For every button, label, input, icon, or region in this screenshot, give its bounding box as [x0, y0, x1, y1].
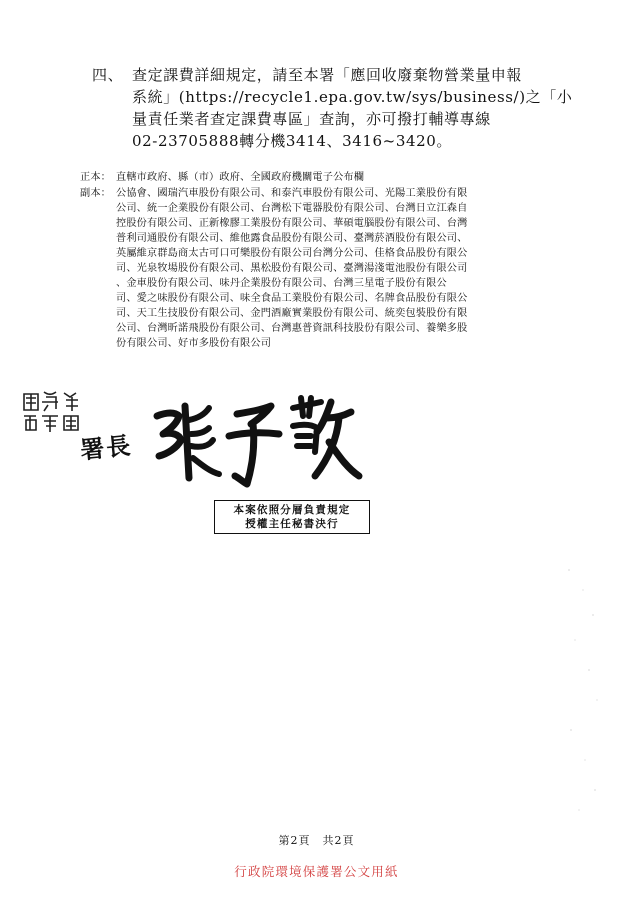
item-4-body: [132, 64, 572, 152]
copy-line: 份有限公司、好市多股份有限公司: [116, 338, 272, 349]
authorization-line-1: 本案依照分層負責規定: [233, 504, 351, 516]
page-number: 第2頁 共2頁: [278, 834, 355, 847]
copy-line: 司、天工生技股份有限公司、金門酒廠實業股份有限公司、統奕包裝股份有限: [116, 308, 468, 319]
copy-line: 司、愛之味股份有限公司、味全食品工業股份有限公司、名牌食品股份有限公: [116, 293, 468, 304]
copy-recipients: [80, 186, 570, 351]
authorization-line-2: 授權主任秘書決行: [245, 518, 339, 530]
item-4-line: 系統」(https://recycle1.epa.gov.tw/sys/business/)之「小: [132, 88, 573, 106]
signature-title: 署長: [78, 430, 134, 465]
copy-line: 、金車股份有限公司、味丹企業股份有限公司、台灣三星電子股份有限公: [116, 278, 447, 289]
copy-line: 普利司通股份有限公司、維他露食品股份有限公司、臺灣菸酒股份有限公司、: [116, 233, 468, 244]
seal-stamp-icon: [20, 388, 84, 434]
copy-line: 司、光泉牧場股份有限公司、黑松股份有限公司、臺灣湯淺電池股份有限公司: [116, 263, 468, 274]
original-label: 正本：: [80, 172, 112, 183]
distribution-list: [80, 170, 570, 351]
original-line: 直轄市政府、縣（市）政府、全國政府機關電子公布欄: [116, 172, 365, 183]
original-recipients: [80, 170, 570, 185]
item-4-line: 查定課費詳細規定，請至本署「應回收廢棄物營業量申報: [132, 66, 523, 84]
copy-label: 副本：: [80, 188, 112, 199]
authorization-box: [214, 500, 370, 534]
copy-line: 公司、統一企業股份有限公司、台灣松下電器股份有限公司、台灣日立江森自: [116, 203, 468, 214]
item-number: 四、: [92, 66, 124, 84]
item-4-line: 量責任業者查定課費專區」查詢，亦可撥打輔導專線: [132, 110, 491, 128]
handwritten-signature: [145, 386, 365, 496]
scan-noise: [563, 560, 603, 820]
item-4: [92, 64, 572, 152]
copy-line: 控股份有限公司、正新橡膠工業股份有限公司、華碩電腦股份有限公司、台灣: [116, 218, 468, 229]
copy-line: 公協會、國瑞汽車股份有限公司、和泰汽車股份有限公司、光陽工業股份有限: [116, 188, 468, 199]
letterhead-footer: 行政院環境保護署公文用紙: [234, 864, 399, 879]
copy-line: 英屬維京群島商太古可口可樂股份有限公司台灣分公司、佳格食品股份有限公: [116, 248, 468, 259]
copy-line: 公司、台灣昕諾飛股份有限公司、台灣惠普資訊科技股份有限公司、養樂多股: [116, 323, 468, 334]
item-4-line: 02-23705888轉分機3414、3416~3420。: [132, 132, 452, 150]
